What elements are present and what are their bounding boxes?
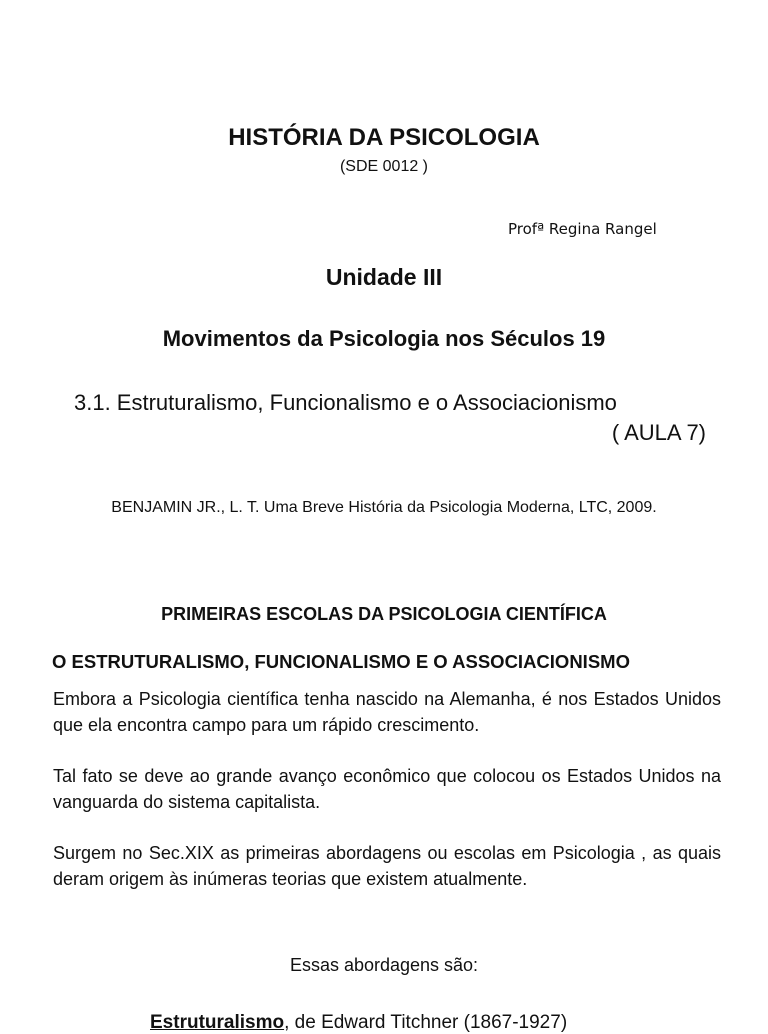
paragraph-3: Surgem no Sec.XIX as primeiras abordagens ou escolas em Psicologia , as quais deram origem às inúmeras teorias que existem atualmente.	[53, 843, 721, 889]
bibliographic-reference: BENJAMIN JR., L. T. Uma Breve História da Psicologia Moderna, LTC, 2009.	[111, 499, 657, 516]
section-line-2: ( AULA 7)	[611, 420, 706, 445]
professor-name: Profª Regina Rangel	[508, 220, 657, 238]
approaches-intro: Essas abordagens são:	[289, 955, 479, 975]
approach-item-structuralism	[150, 1012, 567, 1034]
course-code: (SDE 0012 )	[339, 158, 429, 175]
schools-subheading: O ESTRUTURALISMO, FUNCIONALISMO E O ASSOCIACIONISMO	[52, 651, 630, 672]
movement-title: Movimentos da Psicologia nos Séculos 19	[162, 326, 606, 351]
schools-heading: PRIMEIRAS ESCOLAS DA PSICOLOGIA CIENTÍFICA	[161, 604, 607, 624]
document-title: HISTÓRIA DA PSICOLOGIA	[228, 124, 540, 151]
approach-term: Estruturalismo	[150, 1012, 285, 1033]
section-line-1: 3.1. Estruturalismo, Funcionalismo e o Associacionismo	[74, 390, 617, 415]
paragraph-1: Embora a Psicologia científica tenha nascido na Alemanha, é nos Estados Unidos que ela encontra campo para um rápido crescimento.	[53, 689, 721, 735]
unit-heading: Unidade III	[325, 264, 443, 290]
approach-detail: , de Edward Titchner (1867-1927)	[284, 1012, 568, 1033]
section-title	[60, 388, 706, 448]
paragraph-2: Tal fato se deve ao grande avanço econômico que colocou os Estados Unidos na vanguarda do sistema capitalista.	[53, 766, 721, 812]
